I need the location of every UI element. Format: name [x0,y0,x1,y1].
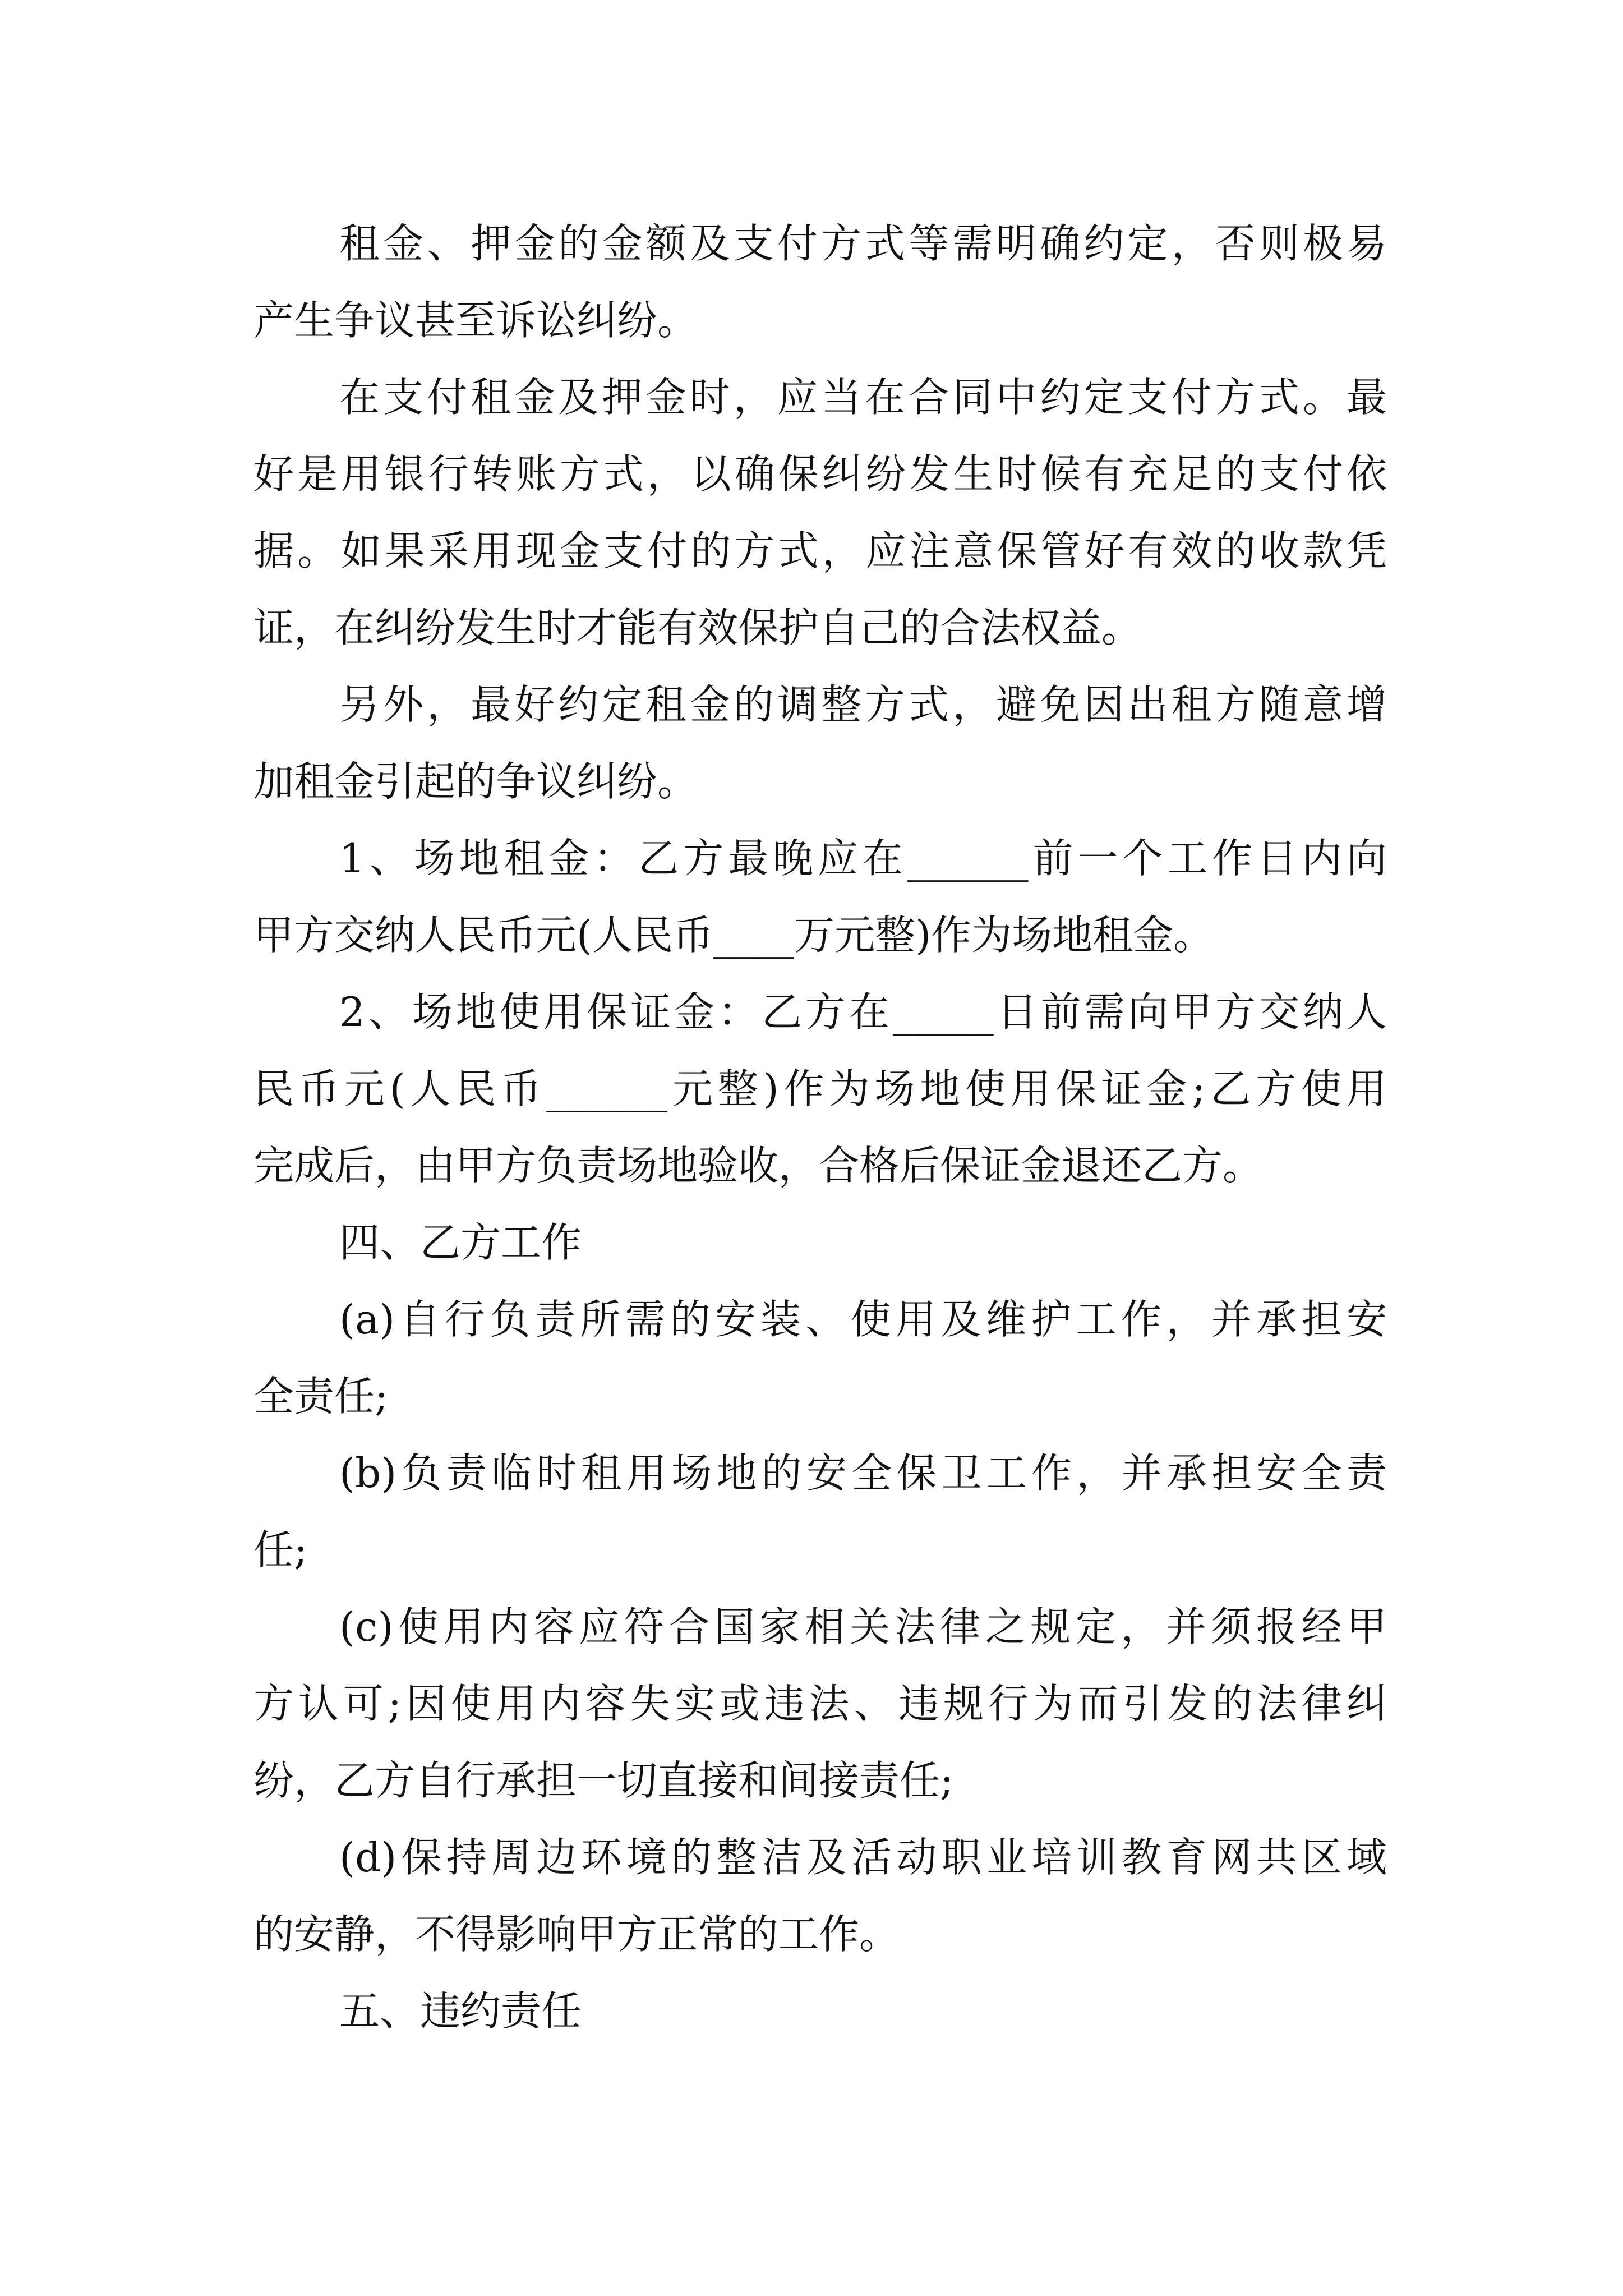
paragraph [253,359,1387,666]
text-line: 任; [253,1526,308,1573]
text-line: 四、乙方工作 [339,1219,582,1266]
paragraph [253,974,1387,1204]
text-line: 产生争议甚至诉讼纠纷。 [253,297,698,344]
text-line: 全责任; [253,1373,389,1420]
text-line: 租金、押金的金额及支付方式等需明确约定，否则极易 [339,220,1387,267]
text-line: (b)负责临时租用场地的安全保卫工作，并承担安全责 [339,1450,1387,1497]
text-line: 据。如果采用现金支付的方式，应注意保管好有效的收款凭 [253,527,1387,574]
text-line: 的安静，不得影响甲方正常的工作。 [253,1911,900,1958]
text-line: 完成后，由甲方负责场地验收，合格后保证金退还乙方。 [253,1142,1264,1189]
text-line: 加租金引起的争议纠纷。 [253,758,698,805]
text-line: (c)使用内容应符合国家相关法律之规定，并须报经甲 [339,1603,1387,1650]
text-line: (a)自行负责所需的安装、使用及维护工作，并承担安 [339,1296,1387,1343]
text-line: 民币元(人民币______元整)作为场地使用保证金;乙方使用 [253,1065,1387,1112]
paragraph [253,820,1387,974]
text-line: 在支付租金及押金时，应当在合同中约定支付方式。最 [339,374,1387,421]
paragraph [253,1589,1387,1819]
text-line: 1、场地租金：乙方最晚应在______前一个工作日内向 [339,835,1387,882]
section-heading [253,1204,1387,1281]
text-line: 另外，最好约定租金的调整方式，避免因出租方随意增 [339,681,1387,728]
text-line: 纷，乙方自行承担一切直接和间接责任; [253,1757,954,1804]
paragraph [253,1819,1387,1973]
text-line: 方认可;因使用内容失实或违法、违规行为而引发的法律纠 [253,1680,1387,1727]
paragraph [253,666,1387,820]
body-text [253,205,1387,2050]
text-line: 证，在纠纷发生时才能有效保护自己的合法权益。 [253,604,1142,651]
text-line: 甲方交纳人民币元(人民币____万元整)作为场地租金。 [253,912,1214,959]
section-heading [253,1973,1387,2050]
text-line: 五、违约责任 [339,1987,582,2035]
paragraph [253,205,1387,359]
text-line: 好是用银行转账方式，以确保纠纷发生时候有充足的支付依 [253,450,1387,498]
paragraph [253,1281,1387,1435]
paragraph [253,1435,1387,1589]
text-line: 2、场地使用保证金：乙方在_____日前需向甲方交纳人 [339,988,1387,1036]
text-line: (d)保持周边环境的整洁及活动职业培训教育网共区域 [339,1834,1387,1881]
